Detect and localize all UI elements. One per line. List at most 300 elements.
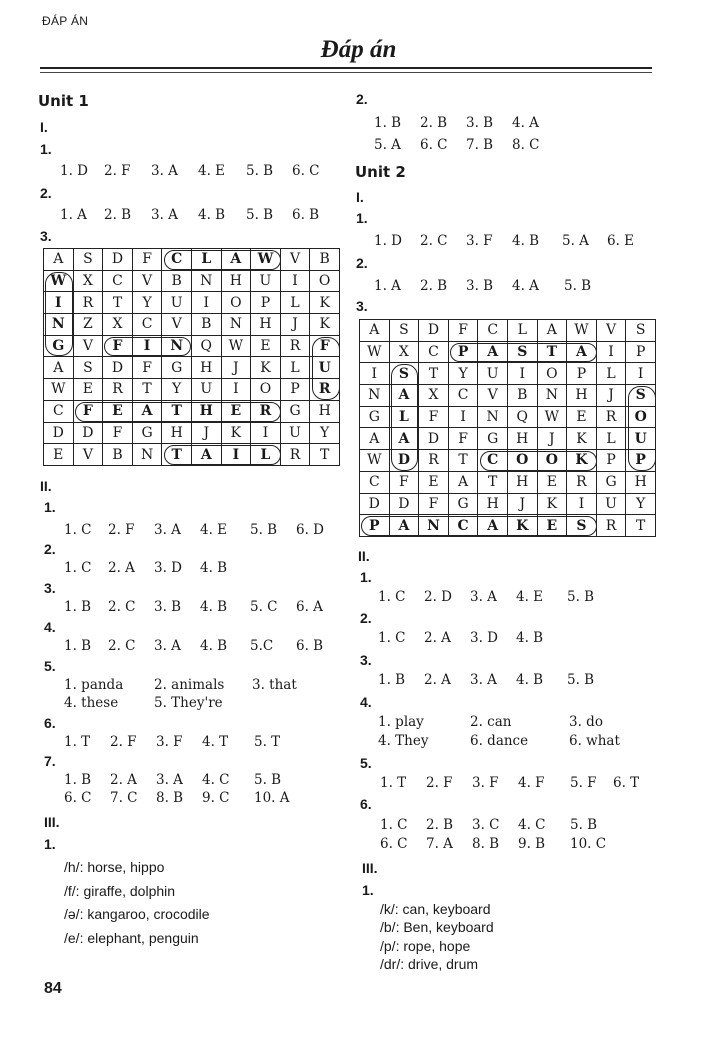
- grid-cell: J: [221, 357, 251, 379]
- answer: 3. that: [252, 677, 297, 693]
- answer: 2. C: [420, 233, 448, 249]
- grid-cell: E: [537, 515, 567, 537]
- grid-cell: I: [280, 270, 310, 292]
- grid-cell: A: [221, 249, 251, 271]
- grid-cell: R: [103, 379, 133, 401]
- answer: 2. B: [104, 207, 132, 223]
- grid-cell: U: [191, 379, 221, 401]
- grid-row: [44, 314, 340, 336]
- grid-cell: N: [162, 335, 192, 357]
- grid-cell: X: [103, 314, 133, 336]
- grid-cell: N: [132, 444, 162, 466]
- grid-cell: K: [310, 314, 340, 336]
- grid-cell: R: [596, 406, 626, 428]
- answer: 7. B: [466, 137, 494, 153]
- grid-cell: P: [448, 341, 478, 363]
- grid-cell: I: [507, 363, 537, 385]
- grid-cell: T: [448, 450, 478, 472]
- grid-cell: T: [419, 363, 449, 385]
- answer: 4. B: [516, 630, 544, 646]
- grid-cell: P: [626, 450, 656, 472]
- grid-row: [360, 450, 656, 472]
- grid-cell: W: [221, 335, 251, 357]
- unit2-title: Unit 2: [355, 163, 406, 181]
- answer: 5. F: [570, 775, 597, 791]
- grid-cell: S: [507, 341, 537, 363]
- answer: 3. D: [154, 560, 182, 576]
- grid-cell: R: [419, 450, 449, 472]
- answer: 8. C: [512, 137, 540, 153]
- unit2-iii1-label: 1.: [362, 882, 374, 898]
- answer: 4. B: [200, 599, 228, 615]
- grid-cell: L: [596, 428, 626, 450]
- answer: 1. A: [60, 207, 87, 223]
- grid-cell: G: [132, 422, 162, 444]
- unit1-part-III: III.: [44, 814, 60, 830]
- grid-cell: D: [103, 249, 133, 271]
- grid-cell: A: [389, 515, 419, 537]
- answer: 8. B: [472, 836, 500, 852]
- answer: 1. T: [380, 775, 407, 791]
- grid-cell: I: [567, 493, 597, 515]
- grid-cell: A: [567, 341, 597, 363]
- answer: 8. B: [156, 790, 184, 806]
- grid-cell: C: [448, 385, 478, 407]
- answer: 3. do: [569, 714, 603, 730]
- answer: 4. these: [64, 695, 119, 711]
- answer: 2. F: [104, 163, 131, 179]
- grid-cell: G: [44, 335, 74, 357]
- unit2-part-III: III.: [362, 860, 378, 876]
- grid-cell: R: [567, 471, 597, 493]
- grid-cell: F: [389, 471, 419, 493]
- answer: 1. B: [374, 115, 402, 131]
- grid-cell: H: [567, 385, 597, 407]
- answer: 5. B: [567, 672, 595, 688]
- grid-cell: H: [221, 270, 251, 292]
- grid-row: [360, 471, 656, 493]
- grid-row: [360, 341, 656, 363]
- answer: 1. A: [374, 278, 401, 294]
- grid-cell: K: [537, 493, 567, 515]
- title-rule-thin: [40, 72, 652, 73]
- grid-cell: V: [73, 444, 103, 466]
- grid-cell: K: [221, 422, 251, 444]
- title-rule-thick: [40, 67, 652, 69]
- unit1-iii1-label: 1.: [44, 836, 56, 852]
- grid-cell: B: [507, 385, 537, 407]
- answer: 4. B: [516, 672, 544, 688]
- grid-cell: H: [162, 422, 192, 444]
- answer: 2. A: [108, 560, 135, 576]
- answer: 4. B: [198, 207, 226, 223]
- grid-cell: N: [478, 406, 508, 428]
- answer: 6. B: [292, 207, 320, 223]
- answer: 9. B: [518, 836, 546, 852]
- grid-cell: R: [251, 400, 281, 422]
- answer: 3. F: [466, 233, 493, 249]
- unit1-ii6-label: 6.: [44, 715, 56, 731]
- grid-cell: C: [419, 341, 449, 363]
- grid-row: [44, 292, 340, 314]
- unit1-ex3-label: 3.: [40, 228, 52, 244]
- grid-cell: R: [596, 515, 626, 537]
- grid-cell: H: [626, 471, 656, 493]
- grid-cell: K: [567, 428, 597, 450]
- answer: 3. A: [151, 163, 178, 179]
- grid-cell: W: [360, 341, 390, 363]
- grid-cell: E: [537, 471, 567, 493]
- grid-row: [360, 428, 656, 450]
- grid-cell: G: [360, 406, 390, 428]
- answer: 1. play: [378, 714, 424, 730]
- grid-cell: G: [478, 428, 508, 450]
- grid-cell: P: [251, 292, 281, 314]
- grid-cell: C: [478, 450, 508, 472]
- grid-cell: L: [280, 357, 310, 379]
- grid-cell: L: [389, 406, 419, 428]
- unit2-ex1-label: 1.: [356, 210, 368, 226]
- grid-cell: Y: [132, 292, 162, 314]
- answer: 3. F: [472, 775, 499, 791]
- grid-cell: O: [626, 406, 656, 428]
- answer: 1. B: [64, 772, 92, 788]
- grid-row: [360, 385, 656, 407]
- grid-cell: D: [389, 450, 419, 472]
- grid-cell: Y: [162, 379, 192, 401]
- grid-cell: J: [596, 385, 626, 407]
- grid-cell: S: [626, 320, 656, 342]
- answer: 3. F: [156, 734, 183, 750]
- unit1-part-II: II.: [40, 478, 52, 494]
- grid-cell: B: [103, 444, 133, 466]
- grid-cell: L: [280, 292, 310, 314]
- unit2-ii3-label: 3.: [360, 652, 372, 668]
- answer: 6. A: [296, 599, 323, 615]
- answer: 5.C: [250, 638, 274, 654]
- grid-cell: Q: [191, 335, 221, 357]
- unit2-ex3-label: 3.: [356, 298, 368, 314]
- grid-cell: I: [191, 292, 221, 314]
- answer: 1. D: [374, 233, 402, 249]
- grid-cell: W: [360, 450, 390, 472]
- answer: 4. T: [202, 734, 229, 750]
- grid-cell: P: [360, 515, 390, 537]
- grid-cell: R: [73, 292, 103, 314]
- grid-cell: L: [191, 249, 221, 271]
- grid-cell: I: [360, 363, 390, 385]
- grid-cell: S: [73, 357, 103, 379]
- grid-cell: A: [448, 471, 478, 493]
- grid-cell: I: [448, 406, 478, 428]
- answer: 2. animals: [154, 677, 225, 693]
- answer: 6. C: [380, 836, 408, 852]
- grid-cell: C: [478, 320, 508, 342]
- answer: 3. B: [466, 115, 494, 131]
- grid-cell: A: [44, 249, 74, 271]
- unit2-ii6-label: 6.: [360, 796, 372, 812]
- answer: 3. A: [470, 672, 497, 688]
- grid-cell: U: [280, 422, 310, 444]
- grid-cell: J: [507, 493, 537, 515]
- grid-cell: F: [419, 406, 449, 428]
- grid-cell: J: [280, 314, 310, 336]
- answer: 2. D: [424, 589, 452, 605]
- unit2-ii1-label: 1.: [360, 569, 372, 585]
- unit2-iii1-line: /k/: can, keyboard: [380, 901, 491, 917]
- grid-cell: O: [507, 450, 537, 472]
- grid-cell: J: [191, 422, 221, 444]
- grid-cell: D: [389, 493, 419, 515]
- grid-cell: H: [478, 493, 508, 515]
- grid-cell: N: [191, 270, 221, 292]
- answer: 3. A: [154, 638, 181, 654]
- grid-cell: H: [507, 471, 537, 493]
- grid-cell: B: [310, 249, 340, 271]
- answer: 2. C: [108, 638, 136, 654]
- grid-cell: T: [310, 444, 340, 466]
- grid-row: [44, 400, 340, 422]
- grid-cell: P: [626, 341, 656, 363]
- grid-cell: T: [537, 341, 567, 363]
- unit2-iii1-line: /p/: rope, hope: [380, 938, 471, 954]
- answer: 4. B: [200, 560, 228, 576]
- grid-cell: C: [44, 400, 74, 422]
- grid-cell: V: [162, 314, 192, 336]
- unit2-part-II: II.: [358, 548, 370, 564]
- unit2-ex2-label: 2.: [356, 255, 368, 271]
- answer: 6. D: [296, 522, 324, 538]
- answer: 7. A: [426, 836, 453, 852]
- grid-cell: D: [44, 422, 74, 444]
- answer: 3. A: [156, 772, 183, 788]
- grid-cell: W: [251, 249, 281, 271]
- grid-cell: W: [44, 379, 74, 401]
- answer: 2. can: [470, 714, 512, 730]
- grid-cell: D: [419, 428, 449, 450]
- grid-cell: N: [44, 314, 74, 336]
- grid-cell: E: [73, 379, 103, 401]
- answer: 5. C: [250, 599, 278, 615]
- answer: 6. what: [569, 733, 620, 749]
- answer: 7. C: [110, 790, 138, 806]
- answer: 2. F: [110, 734, 137, 750]
- grid-cell: H: [310, 400, 340, 422]
- grid-cell: G: [162, 357, 192, 379]
- grid-cell: D: [73, 422, 103, 444]
- grid-cell: H: [191, 400, 221, 422]
- grid-cell: U: [478, 363, 508, 385]
- grid-cell: T: [162, 400, 192, 422]
- answer: 5. B: [564, 278, 592, 294]
- answer: 3. A: [470, 589, 497, 605]
- grid-cell: Y: [626, 493, 656, 515]
- unit1-word-search-grid: [43, 248, 340, 466]
- answer: 6. C: [64, 790, 92, 806]
- unit1-ii5-label: 5.: [44, 658, 56, 674]
- answer: 5. B: [570, 817, 598, 833]
- grid-cell: T: [478, 471, 508, 493]
- grid-cell: A: [44, 357, 74, 379]
- grid-cell: W: [44, 270, 74, 292]
- grid-cell: W: [567, 320, 597, 342]
- answer: 6. B: [296, 638, 324, 654]
- answer: 2. F: [426, 775, 453, 791]
- grid-cell: Y: [448, 363, 478, 385]
- answer: 4. A: [512, 278, 539, 294]
- grid-cell: S: [73, 249, 103, 271]
- grid-cell: F: [73, 400, 103, 422]
- grid-cell: F: [103, 422, 133, 444]
- grid-cell: X: [389, 341, 419, 363]
- grid-cell: R: [280, 444, 310, 466]
- answer: 5. A: [374, 137, 401, 153]
- grid-cell: F: [448, 320, 478, 342]
- answer: 3. A: [154, 522, 181, 538]
- grid-cell: D: [360, 493, 390, 515]
- answer: 1. B: [64, 638, 92, 654]
- grid-cell: I: [221, 444, 251, 466]
- unit1-ii2-label: 2.: [44, 541, 56, 557]
- answer: 1. T: [64, 734, 91, 750]
- answer: 5. B: [250, 522, 278, 538]
- answer: 4. E: [200, 522, 228, 538]
- grid-cell: T: [626, 515, 656, 537]
- grid-cell: L: [596, 363, 626, 385]
- grid-cell: V: [280, 249, 310, 271]
- grid-cell: Z: [73, 314, 103, 336]
- answer: 1. D: [60, 163, 88, 179]
- answer: 3. C: [472, 817, 500, 833]
- answer: 5. B: [254, 772, 282, 788]
- grid-cell: G: [280, 400, 310, 422]
- answer: 3. B: [154, 599, 182, 615]
- answer: 4. B: [512, 233, 540, 249]
- unit1-iii1-line: /f/: giraffe, dolphin: [64, 883, 176, 899]
- unit1-iii1-line: /e/: elephant, penguin: [64, 930, 199, 946]
- grid-cell: S: [567, 515, 597, 537]
- grid-cell: Y: [310, 422, 340, 444]
- grid-cell: G: [448, 493, 478, 515]
- running-header: ĐÁP ÁN: [42, 14, 89, 28]
- answer: 1. B: [64, 599, 92, 615]
- grid-row: [44, 335, 340, 357]
- unit1-ii1-label: 1.: [44, 499, 56, 515]
- grid-cell: S: [389, 363, 419, 385]
- grid-row: [44, 422, 340, 444]
- grid-cell: N: [221, 314, 251, 336]
- grid-cell: K: [251, 357, 281, 379]
- grid-cell: N: [537, 385, 567, 407]
- answer: 5. B: [246, 207, 274, 223]
- grid-row: [360, 515, 656, 537]
- answer: 4. F: [518, 775, 545, 791]
- grid-cell: B: [162, 270, 192, 292]
- answer: 2. B: [420, 278, 448, 294]
- answer: 2. B: [420, 115, 448, 131]
- grid-cell: C: [448, 515, 478, 537]
- grid-cell: T: [132, 379, 162, 401]
- grid-cell: W: [537, 406, 567, 428]
- unit1-ii3-label: 3.: [44, 580, 56, 596]
- answer: 10. A: [254, 790, 290, 806]
- grid-cell: I: [626, 363, 656, 385]
- grid-cell: P: [280, 379, 310, 401]
- grid-cell: N: [360, 385, 390, 407]
- answer: 5. B: [246, 163, 274, 179]
- grid-cell: F: [448, 428, 478, 450]
- grid-cell: A: [191, 444, 221, 466]
- grid-cell: A: [478, 341, 508, 363]
- page-number: 84: [44, 980, 62, 997]
- grid-cell: E: [419, 471, 449, 493]
- grid-cell: C: [103, 270, 133, 292]
- answer: 2. A: [110, 772, 137, 788]
- grid-cell: E: [567, 406, 597, 428]
- grid-cell: E: [103, 400, 133, 422]
- grid-cell: V: [596, 320, 626, 342]
- grid-cell: B: [191, 314, 221, 336]
- answer: 4. E: [198, 163, 226, 179]
- grid-cell: I: [44, 292, 74, 314]
- page-title: Đáp án: [320, 36, 397, 63]
- grid-cell: A: [537, 320, 567, 342]
- grid-cell: V: [478, 385, 508, 407]
- answer: 1. C: [378, 589, 406, 605]
- answer: 5. T: [254, 734, 281, 750]
- grid-cell: F: [103, 335, 133, 357]
- unit1-iii1-line: /ə/: kangaroo, crocodile: [64, 906, 210, 922]
- grid-cell: O: [537, 450, 567, 472]
- grid-cell: H: [191, 357, 221, 379]
- grid-cell: C: [162, 249, 192, 271]
- grid-cell: A: [389, 385, 419, 407]
- unit1-ex1-label: 1.: [40, 141, 52, 157]
- answer: 1. C: [380, 817, 408, 833]
- answer: 6. T: [613, 775, 640, 791]
- grid-row: [360, 320, 656, 342]
- grid-cell: X: [73, 270, 103, 292]
- answer: 1. panda: [64, 677, 124, 693]
- answer: 6. dance: [470, 733, 529, 749]
- grid-cell: D: [103, 357, 133, 379]
- grid-cell: F: [132, 249, 162, 271]
- answer: 5. They're: [154, 695, 223, 711]
- grid-cell: E: [221, 400, 251, 422]
- grid-cell: U: [251, 270, 281, 292]
- grid-cell: A: [360, 320, 390, 342]
- grid-cell: X: [419, 385, 449, 407]
- unit2-word-search-grid: [359, 319, 656, 537]
- unit2-ii2-label: 2.: [360, 610, 372, 626]
- answer: 4. A: [512, 115, 539, 131]
- grid-cell: F: [419, 493, 449, 515]
- grid-row: [44, 249, 340, 271]
- grid-cell: A: [478, 515, 508, 537]
- grid-cell: U: [162, 292, 192, 314]
- grid-row: [360, 493, 656, 515]
- grid-cell: T: [162, 444, 192, 466]
- answer: 4. E: [516, 589, 544, 605]
- answer: 3. B: [466, 278, 494, 294]
- unit2-part-I: I.: [356, 189, 364, 205]
- answer: 4. They: [378, 733, 429, 749]
- grid-cell: V: [132, 270, 162, 292]
- grid-cell: K: [507, 515, 537, 537]
- answer: 2. B: [426, 817, 454, 833]
- unit1-ii4-label: 4.: [44, 619, 56, 635]
- answer: 5. B: [567, 589, 595, 605]
